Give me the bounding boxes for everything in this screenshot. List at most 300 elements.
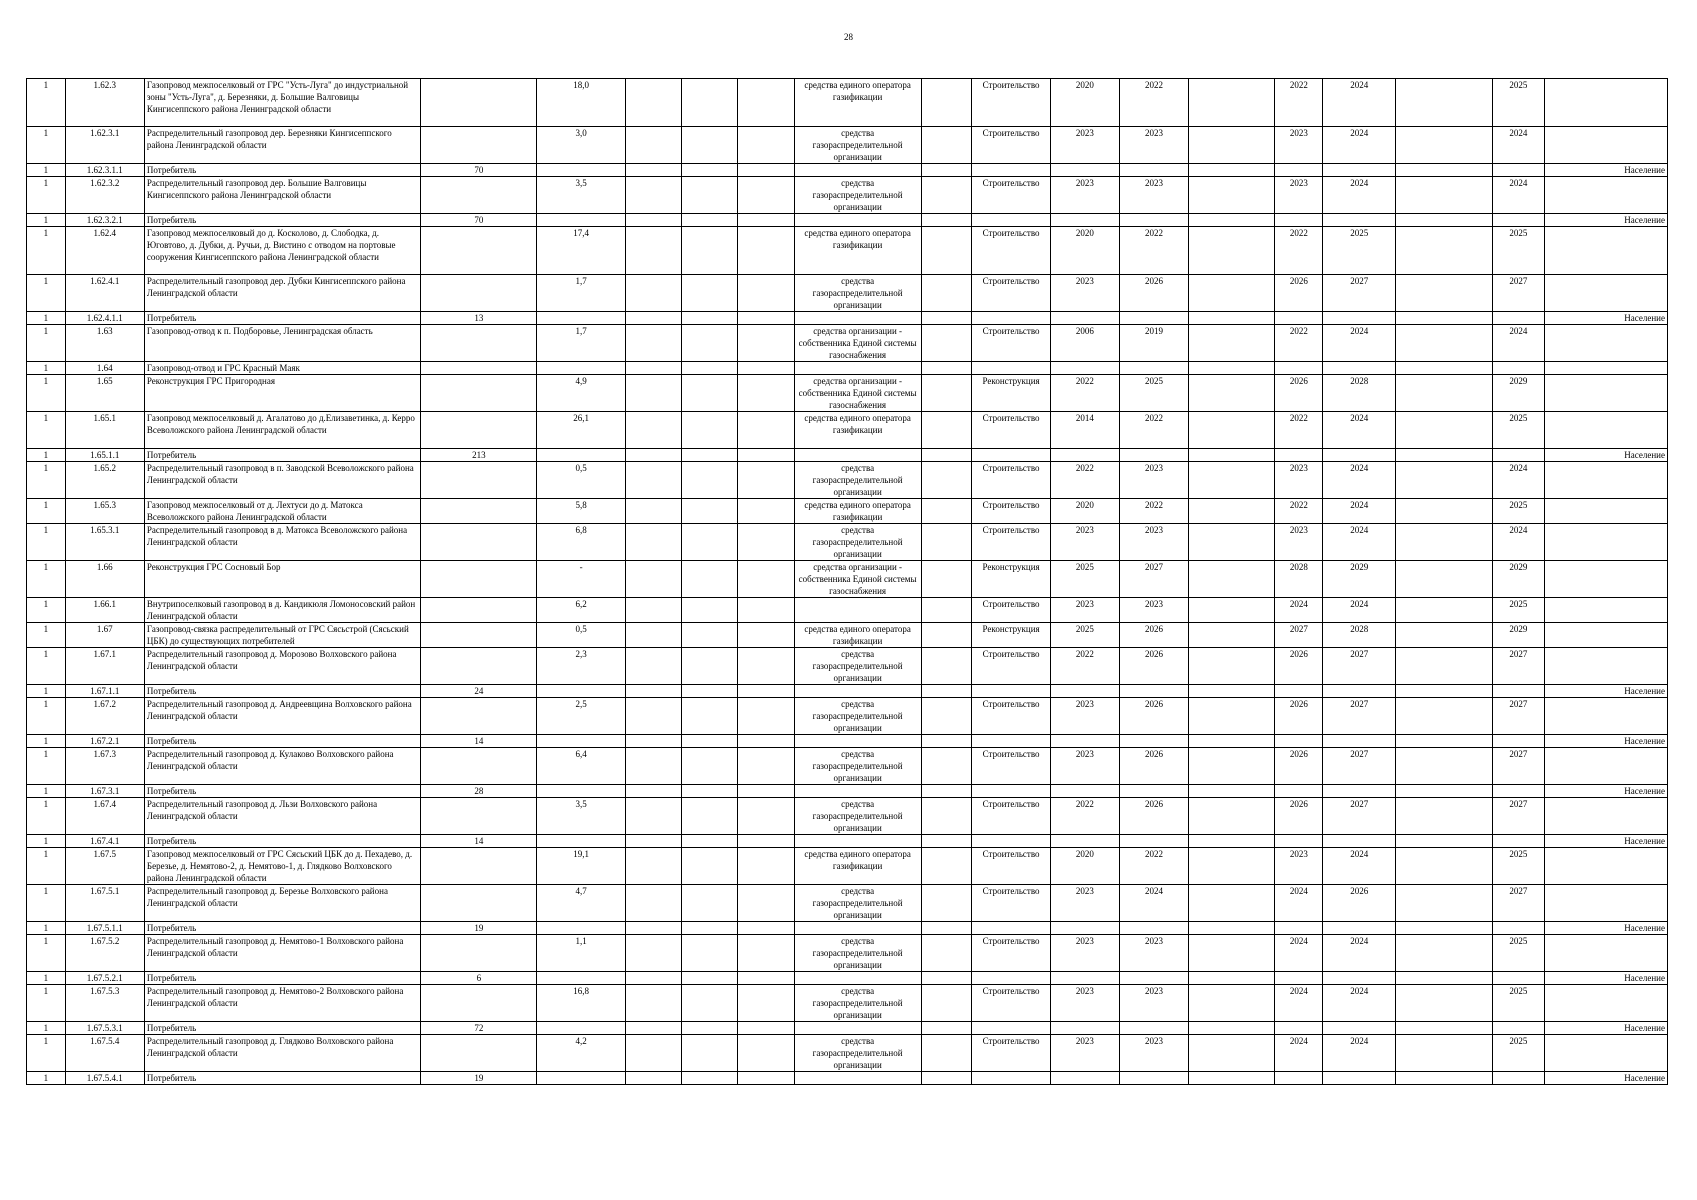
col-year-build-end: 2024 [1323, 177, 1396, 214]
col-blank-1 [625, 177, 681, 214]
col-category: Население [1544, 735, 1667, 748]
col-name: Газопровод межпоселковый от ГРС "Усть-Луга" до индустриальной зоны "Усть-Луга", д. Березняки, д. Большие Валговицы Кингисеппского района Ленинградской области [144, 79, 421, 127]
col-blank-1 [625, 275, 681, 312]
col-year-build-end: 2027 [1323, 798, 1396, 835]
col-consumers: 13 [421, 312, 537, 325]
col-category [1544, 623, 1667, 648]
col-blank-1 [625, 1072, 681, 1085]
col-index: 1 [27, 499, 66, 524]
table-row [27, 698, 1668, 735]
col-length: - [537, 561, 625, 598]
col-year-build-start [1275, 785, 1323, 798]
col-blank-4 [921, 972, 972, 985]
col-year-design-end: 2026 [1119, 798, 1188, 835]
col-category [1544, 561, 1667, 598]
col-year-build-start: 2026 [1275, 648, 1323, 685]
col-year-build-end [1323, 164, 1396, 177]
col-blank-3 [737, 1072, 794, 1085]
col-name: Распределительный газопровод дер. Березняки Кингисеппского района Ленинградской области [144, 127, 421, 164]
col-year-commission [1492, 735, 1544, 748]
col-name: Газопровод межпоселковый д. Агалатово до д.Елизаветинка, д. Керро Всеволожского района Ленинградской области [144, 412, 421, 449]
table-row [27, 922, 1668, 935]
col-code: 1.67.2.1 [65, 735, 144, 748]
col-funding [794, 164, 921, 177]
col-blank-5 [1189, 848, 1275, 885]
col-year-commission: 2024 [1492, 177, 1544, 214]
col-year-design-end: 2023 [1119, 598, 1188, 623]
col-year-commission: 2024 [1492, 524, 1544, 561]
table-row [27, 462, 1668, 499]
col-category [1544, 177, 1667, 214]
col-category: Население [1544, 685, 1667, 698]
col-funding [794, 922, 921, 935]
col-funding: средства газораспределительной организации [794, 462, 921, 499]
col-type: Строительство [972, 648, 1050, 685]
col-name: Потребитель [144, 922, 421, 935]
col-code: 1.62.3.2 [65, 177, 144, 214]
col-index: 1 [27, 275, 66, 312]
col-consumers [421, 227, 537, 275]
col-year-commission [1492, 1022, 1544, 1035]
col-funding: средства газораспределительной организации [794, 748, 921, 785]
col-length [537, 735, 625, 748]
col-consumers [421, 499, 537, 524]
col-blank-4 [921, 922, 972, 935]
col-year-design-start [1050, 835, 1119, 848]
col-year-design-start [1050, 362, 1119, 375]
col-name: Реконструкция ГРС Сосновый Бор [144, 561, 421, 598]
col-name: Потребитель [144, 685, 421, 698]
col-year-design-start [1050, 735, 1119, 748]
col-blank-1 [625, 685, 681, 698]
col-blank-3 [737, 1022, 794, 1035]
gas-pipeline-table [26, 78, 1668, 1085]
col-year-design-end: 2025 [1119, 375, 1188, 412]
col-year-design-end: 2024 [1119, 885, 1188, 922]
col-blank-4 [921, 798, 972, 835]
col-consumers [421, 412, 537, 449]
col-year-build-start: 2023 [1275, 524, 1323, 561]
col-year-build-start: 2022 [1275, 79, 1323, 127]
col-year-commission [1492, 449, 1544, 462]
col-year-design-start: 2022 [1050, 798, 1119, 835]
col-consumers [421, 848, 537, 885]
col-year-design-start: 2020 [1050, 227, 1119, 275]
col-length: 4,7 [537, 885, 625, 922]
col-year-design-end: 2026 [1119, 698, 1188, 735]
col-category: Население [1544, 1072, 1667, 1085]
col-year-commission [1492, 922, 1544, 935]
col-index: 1 [27, 698, 66, 735]
col-name: Потребитель [144, 312, 421, 325]
col-consumers: 6 [421, 972, 537, 985]
col-year-design-end [1119, 922, 1188, 935]
col-code: 1.65.1 [65, 412, 144, 449]
col-index: 1 [27, 412, 66, 449]
col-year-build-end: 2027 [1323, 698, 1396, 735]
col-index: 1 [27, 1035, 66, 1072]
col-year-design-end [1119, 1072, 1188, 1085]
col-name: Потребитель [144, 1022, 421, 1035]
col-year-design-end: 2023 [1119, 935, 1188, 972]
table-row [27, 561, 1668, 598]
col-type: Строительство [972, 412, 1050, 449]
col-name: Распределительный газопровод д. Льзи Волховского района Ленинградской области [144, 798, 421, 835]
col-category [1544, 412, 1667, 449]
col-consumers [421, 623, 537, 648]
col-blank-1 [625, 375, 681, 412]
col-funding: средства организации - собственника Единой системы газоснабжения [794, 375, 921, 412]
col-year-commission: 2027 [1492, 648, 1544, 685]
col-year-design-end: 2022 [1119, 499, 1188, 524]
col-year-build-start [1275, 449, 1323, 462]
col-blank-5 [1189, 449, 1275, 462]
col-year-design-end [1119, 685, 1188, 698]
col-code: 1.67.5.3.1 [65, 1022, 144, 1035]
col-blank-6 [1396, 935, 1493, 972]
col-blank-4 [921, 375, 972, 412]
col-year-build-start: 2026 [1275, 698, 1323, 735]
col-year-build-start: 2023 [1275, 848, 1323, 885]
col-name: Потребитель [144, 835, 421, 848]
col-blank-6 [1396, 798, 1493, 835]
col-blank-2 [681, 648, 737, 685]
col-year-build-end [1323, 214, 1396, 227]
col-index: 1 [27, 985, 66, 1022]
col-blank-4 [921, 1035, 972, 1072]
col-blank-2 [681, 972, 737, 985]
col-code: 1.62.4 [65, 227, 144, 275]
col-blank-2 [681, 698, 737, 735]
col-year-commission [1492, 362, 1544, 375]
col-year-build-end: 2028 [1323, 375, 1396, 412]
col-blank-1 [625, 449, 681, 462]
col-year-design-end: 2022 [1119, 227, 1188, 275]
col-blank-5 [1189, 412, 1275, 449]
col-category [1544, 598, 1667, 623]
col-index: 1 [27, 623, 66, 648]
col-blank-3 [737, 312, 794, 325]
col-blank-1 [625, 748, 681, 785]
col-type: Строительство [972, 885, 1050, 922]
col-funding: средства газораспределительной организации [794, 698, 921, 735]
col-year-commission: 2024 [1492, 325, 1544, 362]
col-blank-2 [681, 922, 737, 935]
col-blank-6 [1396, 785, 1493, 798]
col-blank-4 [921, 449, 972, 462]
col-year-build-end: 2024 [1323, 598, 1396, 623]
col-year-commission [1492, 835, 1544, 848]
col-funding: средства единого оператора газификации [794, 848, 921, 885]
col-blank-5 [1189, 79, 1275, 127]
col-blank-1 [625, 362, 681, 375]
col-blank-2 [681, 275, 737, 312]
col-code: 1.62.3.2.1 [65, 214, 144, 227]
col-blank-4 [921, 748, 972, 785]
col-blank-6 [1396, 127, 1493, 164]
col-year-build-end [1323, 449, 1396, 462]
col-index: 1 [27, 972, 66, 985]
col-blank-5 [1189, 164, 1275, 177]
col-funding: средства единого оператора газификации [794, 227, 921, 275]
col-length: 4,2 [537, 1035, 625, 1072]
col-blank-6 [1396, 164, 1493, 177]
col-blank-3 [737, 785, 794, 798]
col-code: 1.65.2 [65, 462, 144, 499]
col-year-build-start: 2026 [1275, 275, 1323, 312]
col-year-design-start [1050, 972, 1119, 985]
col-category [1544, 79, 1667, 127]
col-blank-1 [625, 848, 681, 885]
col-blank-4 [921, 164, 972, 177]
col-year-commission: 2024 [1492, 127, 1544, 164]
col-length: 3,5 [537, 798, 625, 835]
col-type [972, 1022, 1050, 1035]
col-blank-4 [921, 835, 972, 848]
col-index: 1 [27, 1072, 66, 1085]
col-blank-1 [625, 735, 681, 748]
col-year-build-start [1275, 835, 1323, 848]
col-blank-3 [737, 922, 794, 935]
col-year-build-start: 2023 [1275, 127, 1323, 164]
col-blank-5 [1189, 362, 1275, 375]
col-year-build-end [1323, 785, 1396, 798]
col-category [1544, 524, 1667, 561]
col-type [972, 1072, 1050, 1085]
col-year-build-end [1323, 922, 1396, 935]
col-year-commission [1492, 785, 1544, 798]
col-year-design-start: 2023 [1050, 598, 1119, 623]
col-consumers: 19 [421, 922, 537, 935]
col-blank-1 [625, 312, 681, 325]
col-blank-6 [1396, 561, 1493, 598]
col-blank-6 [1396, 79, 1493, 127]
col-category: Население [1544, 214, 1667, 227]
col-length [537, 362, 625, 375]
col-funding [794, 1072, 921, 1085]
col-code: 1.67.4 [65, 798, 144, 835]
col-blank-2 [681, 214, 737, 227]
col-year-design-end [1119, 164, 1188, 177]
col-code: 1.67.5.3 [65, 985, 144, 1022]
col-length: 6,8 [537, 524, 625, 561]
col-year-commission: 2025 [1492, 79, 1544, 127]
col-blank-1 [625, 798, 681, 835]
col-year-design-end: 2022 [1119, 412, 1188, 449]
col-category [1544, 227, 1667, 275]
col-year-commission: 2025 [1492, 848, 1544, 885]
col-consumers [421, 325, 537, 362]
col-blank-1 [625, 79, 681, 127]
col-code: 1.65.1.1 [65, 449, 144, 462]
col-code: 1.62.4.1.1 [65, 312, 144, 325]
col-blank-5 [1189, 561, 1275, 598]
col-blank-2 [681, 561, 737, 598]
col-year-design-start [1050, 922, 1119, 935]
col-index: 1 [27, 312, 66, 325]
col-year-design-start: 2023 [1050, 698, 1119, 735]
col-year-build-start: 2023 [1275, 462, 1323, 499]
col-type: Строительство [972, 462, 1050, 499]
col-year-build-start [1275, 922, 1323, 935]
col-name: Газопровод межпоселковый от ГРС Сясьский ЦБК до д. Пехадево, д. Березье, д. Немятово-2, д. Немятово-1, д. Глядково Волховского района Ленинградской области [144, 848, 421, 885]
col-year-commission: 2027 [1492, 885, 1544, 922]
col-consumers [421, 598, 537, 623]
col-blank-2 [681, 127, 737, 164]
col-type: Строительство [972, 1035, 1050, 1072]
col-year-design-end: 2019 [1119, 325, 1188, 362]
col-blank-2 [681, 623, 737, 648]
col-blank-1 [625, 698, 681, 735]
col-blank-3 [737, 449, 794, 462]
col-consumers: 24 [421, 685, 537, 698]
col-year-design-end [1119, 735, 1188, 748]
col-blank-1 [625, 561, 681, 598]
col-code: 1.67.5.2.1 [65, 972, 144, 985]
col-year-design-end: 2023 [1119, 985, 1188, 1022]
col-length: 3,5 [537, 177, 625, 214]
col-funding [794, 312, 921, 325]
col-blank-3 [737, 748, 794, 785]
col-year-commission: 2024 [1492, 462, 1544, 499]
col-category: Население [1544, 835, 1667, 848]
col-blank-3 [737, 623, 794, 648]
col-name: Распределительный газопровод д. Кулаково Волховского района Ленинградской области [144, 748, 421, 785]
col-type: Строительство [972, 848, 1050, 885]
col-blank-4 [921, 227, 972, 275]
col-name: Распределительный газопровод д. Березье Волховского района Ленинградской области [144, 885, 421, 922]
col-blank-2 [681, 598, 737, 623]
col-year-design-start: 2023 [1050, 275, 1119, 312]
col-blank-5 [1189, 524, 1275, 561]
col-blank-4 [921, 561, 972, 598]
col-blank-1 [625, 1022, 681, 1035]
col-index: 1 [27, 462, 66, 499]
col-category: Население [1544, 312, 1667, 325]
col-blank-1 [625, 1035, 681, 1072]
col-consumers [421, 462, 537, 499]
col-code: 1.62.3.1.1 [65, 164, 144, 177]
col-blank-6 [1396, 748, 1493, 785]
col-blank-1 [625, 412, 681, 449]
col-consumers: 14 [421, 735, 537, 748]
col-blank-4 [921, 275, 972, 312]
table-row [27, 972, 1668, 985]
table-row [27, 362, 1668, 375]
col-category [1544, 275, 1667, 312]
col-index: 1 [27, 177, 66, 214]
col-name: Распределительный газопровод д. Немятово-2 Волховского района Ленинградской области [144, 985, 421, 1022]
col-funding: средства газораспределительной организации [794, 275, 921, 312]
col-year-commission: 2025 [1492, 499, 1544, 524]
col-blank-4 [921, 785, 972, 798]
col-blank-4 [921, 1022, 972, 1035]
col-blank-4 [921, 985, 972, 1022]
col-name: Потребитель [144, 164, 421, 177]
col-funding: средства организации - собственника Единой системы газоснабжения [794, 325, 921, 362]
table-row [27, 648, 1668, 685]
col-funding [794, 785, 921, 798]
col-funding [794, 449, 921, 462]
col-blank-4 [921, 735, 972, 748]
col-blank-5 [1189, 735, 1275, 748]
col-length [537, 164, 625, 177]
col-blank-6 [1396, 598, 1493, 623]
col-index: 1 [27, 1022, 66, 1035]
col-year-design-start [1050, 312, 1119, 325]
col-code: 1.66.1 [65, 598, 144, 623]
col-year-design-start: 2006 [1050, 325, 1119, 362]
col-category [1544, 698, 1667, 735]
col-length: 17,4 [537, 227, 625, 275]
col-blank-3 [737, 972, 794, 985]
col-type: Строительство [972, 177, 1050, 214]
col-blank-3 [737, 561, 794, 598]
col-blank-3 [737, 177, 794, 214]
table-row [27, 935, 1668, 972]
col-year-build-start: 2027 [1275, 623, 1323, 648]
col-category: Население [1544, 449, 1667, 462]
col-name: Реконструкция ГРС Пригородная [144, 375, 421, 412]
col-length [537, 785, 625, 798]
col-blank-1 [625, 598, 681, 623]
col-year-design-end: 2027 [1119, 561, 1188, 598]
col-funding: средства газораспределительной организации [794, 935, 921, 972]
col-index: 1 [27, 524, 66, 561]
col-length: 0,5 [537, 623, 625, 648]
col-category: Население [1544, 1022, 1667, 1035]
col-name: Потребитель [144, 214, 421, 227]
col-blank-5 [1189, 935, 1275, 972]
col-blank-4 [921, 214, 972, 227]
col-blank-2 [681, 1035, 737, 1072]
col-blank-4 [921, 698, 972, 735]
col-consumers [421, 79, 537, 127]
col-name: Распределительный газопровод в д. Матокса Всеволожского района Ленинградской области [144, 524, 421, 561]
col-year-design-end [1119, 214, 1188, 227]
col-year-design-start [1050, 1072, 1119, 1085]
col-year-build-end: 2024 [1323, 325, 1396, 362]
col-length: 4,9 [537, 375, 625, 412]
col-length: 26,1 [537, 412, 625, 449]
col-year-design-start [1050, 214, 1119, 227]
col-blank-6 [1396, 698, 1493, 735]
col-year-design-end [1119, 1022, 1188, 1035]
col-category: Население [1544, 922, 1667, 935]
col-name: Потребитель [144, 1072, 421, 1085]
col-length [537, 214, 625, 227]
col-blank-6 [1396, 227, 1493, 275]
col-code: 1.67.3 [65, 748, 144, 785]
col-year-design-end: 2026 [1119, 748, 1188, 785]
table-row [27, 127, 1668, 164]
table-row [27, 598, 1668, 623]
col-index: 1 [27, 935, 66, 972]
col-funding [794, 685, 921, 698]
col-blank-3 [737, 275, 794, 312]
col-year-commission: 2025 [1492, 412, 1544, 449]
col-consumers [421, 375, 537, 412]
col-length: 19,1 [537, 848, 625, 885]
col-code: 1.67.1.1 [65, 685, 144, 698]
col-year-design-end: 2026 [1119, 648, 1188, 685]
col-blank-6 [1396, 985, 1493, 1022]
col-blank-1 [625, 623, 681, 648]
col-year-build-start [1275, 214, 1323, 227]
col-blank-2 [681, 735, 737, 748]
col-blank-3 [737, 524, 794, 561]
col-name: Потребитель [144, 785, 421, 798]
